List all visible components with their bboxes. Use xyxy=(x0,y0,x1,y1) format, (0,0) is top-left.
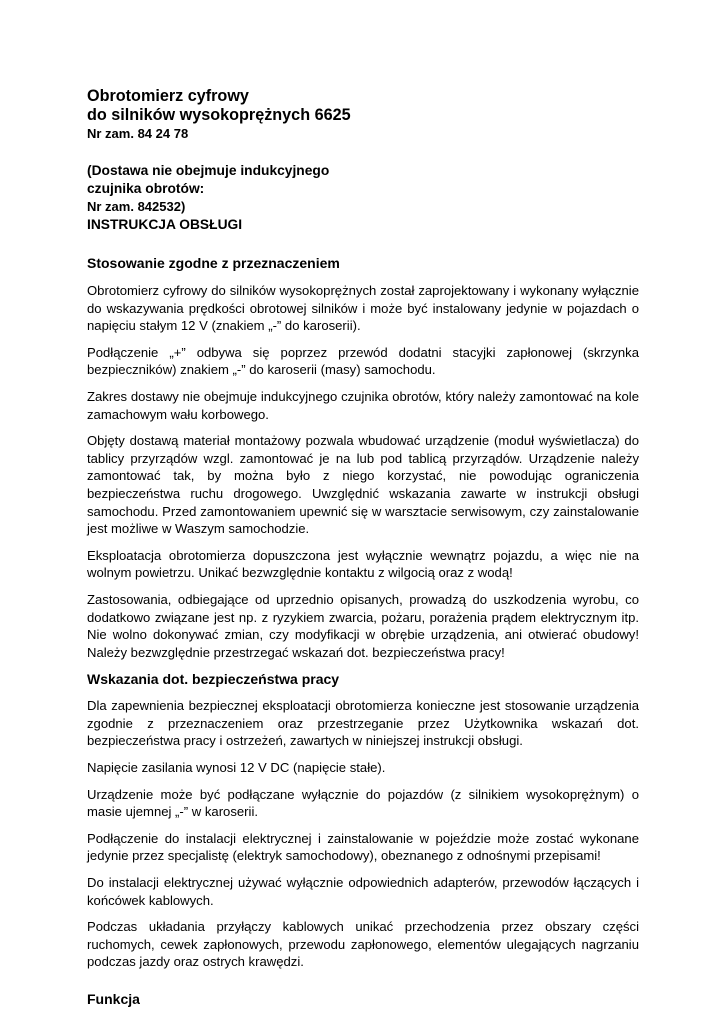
paragraph: Objęty dostawą materiał montażowy pozwala wbudować urządzenie (moduł wyświetlacza) do tablicy przyrządów wzgl. zamontować je na lub pod tablicą przyrządów. Urządzenie należy zamontować tak, by można było z niego korzystać, nie powodując ograniczenia bezpieczeństwa ruchu drogowego. Uwzględnić wskazania zawarte w instrukcji obsługi samochodu. Przed zamontowaniem upewnić się w warsztacie serwisowym, czy zainstalowanie jest możliwe w Waszym samochodzie. xyxy=(87,433,639,537)
paragraph: Zastosowania, odbiegające od uprzednio opisanych, prowadzą do uszkodzenia wyrobu, co dodatkowo związane jest np. z ryzykiem zwarcia, pożaru, porażenia prądem elektrycznym itp. Nie wolno dokonywać zmian, czy modyfikacji w obrębie urządzenia, ani otwierać obudowy! Należy bezwzględnie przestrzegać wskazań dot. bezpieczeństwa pracy! xyxy=(87,591,639,660)
document-title-line-1: Obrotomierz cyfrowy xyxy=(87,87,249,105)
delivery-note-line-1: (Dostawa nie obejmuje indukcyjnego xyxy=(87,163,330,178)
paragraph: Dla zapewnienia bezpiecznej eksploatacji obrotomierza konieczne jest stosowanie urządzenia zgodnie z przeznaczeniem oraz przestrzeganie przez Użytkownika wskazań dot. bezpieczeństwa pracy i ostrzeżeń, zawartych w niniejszej instrukcji obsługi. xyxy=(87,698,639,749)
paragraph: Obrotomierz cyfrowy do silników wysokoprężnych został zaprojektowany i wykonany wyłącznie do wskazywania prędkości obrotowej silników i może być instalowany jedynie w pojazdach o napięciu stałym 12 V (znakiem „-” do karoserii). xyxy=(87,283,639,334)
delivery-note-line-2: czujnika obrotów: xyxy=(87,181,205,196)
manual-heading: INSTRUKCJA OBSŁUGI xyxy=(87,217,243,232)
paragraph: Podczas układania przyłączy kablowych unikać przechodzenia przez obszary części ruchomych, cewek zapłonowych, przewodu zapłonowego, elementów ulegających nagrzaniu podczas jazdy oraz ostrych krawędzi. xyxy=(87,919,639,970)
order-number: Nr zam. 84 24 78 xyxy=(87,126,189,141)
sensor-order-number: Nr zam. 842532) xyxy=(87,199,186,214)
document-title-line-2: do silników wysokoprężnych 6625 xyxy=(87,106,351,124)
paragraph: Urządzenie może być podłączane wyłącznie do pojazdów (z silnikiem wysokoprężnym) o masie ujemnej „-” w karoserii. xyxy=(87,786,639,820)
title-block xyxy=(87,87,639,143)
section-heading-intended-use: Stosowanie zgodne z przeznaczeniem xyxy=(87,255,340,271)
section-heading-function: Funkcja xyxy=(87,991,140,1007)
paragraph: Podłączenie „+” odbywa się poprzez przewód dodatni stacyjki zapłonowej (skrzynka bezpieczników) znakiem „-” do karoserii (masy) samochodu. xyxy=(87,344,639,378)
paragraph: Podłączenie do instalacji elektrycznej i zainstalowanie w pojeździe może zostać wykonane jedynie przez specjalistę (elektryk samochodowy), obeznanego z odnośnymi przepisami! xyxy=(87,830,639,864)
delivery-note-block xyxy=(87,162,639,234)
section-heading-safety: Wskazania dot. bezpieczeństwa pracy xyxy=(87,671,340,688)
paragraph: Do instalacji elektrycznej używać wyłącznie odpowiednich adapterów, przewodów łączących i końcówek kablowych. xyxy=(87,875,639,908)
document-page xyxy=(87,87,639,1008)
paragraph: Eksploatacja obrotomierza dopuszczona jest wyłącznie wewnątrz pojazdu, a więc nie na wolnym powietrzu. Unikać bezwzględnie kontaktu z wilgocią oraz z wodą! xyxy=(87,547,639,581)
paragraph: Zakres dostawy nie obejmuje indukcyjnego czujnika obrotów, który należy zamontować na kole zamachowym wału korbowego. xyxy=(87,388,639,422)
paragraph: Napięcie zasilania wynosi 12 V DC (napięcie stałe). xyxy=(87,760,386,776)
